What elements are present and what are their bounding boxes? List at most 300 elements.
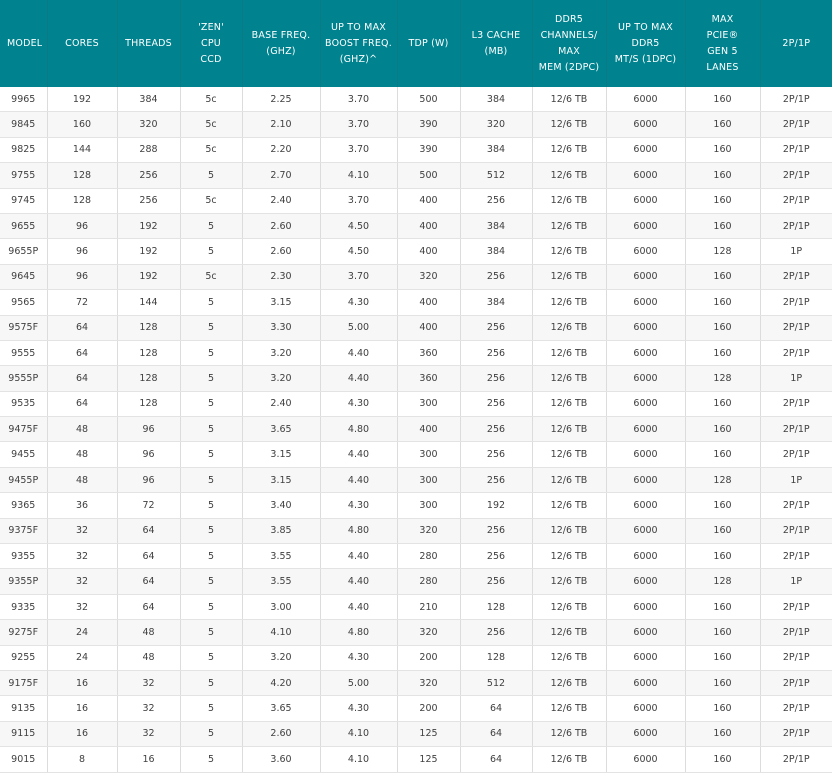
cell-socket: 2P/1P — [760, 112, 832, 137]
cell-ccd: 5 — [180, 696, 242, 721]
cell-l3-cache: 128 — [460, 645, 532, 670]
cell-l3-cache: 256 — [460, 315, 532, 340]
cell-model: 9255 — [0, 645, 47, 670]
cell-ddr5-mts: 6000 — [606, 391, 685, 416]
cell-model: 9565 — [0, 290, 47, 315]
cell-model: 9365 — [0, 493, 47, 518]
table-row — [0, 239, 832, 264]
cell-base-freq: 3.30 — [242, 315, 320, 340]
cell-ddr5-mts: 6000 — [606, 112, 685, 137]
cell-base-freq: 4.10 — [242, 620, 320, 645]
cell-l3-cache: 512 — [460, 670, 532, 695]
cell-ddr5-mts: 6000 — [606, 645, 685, 670]
table-row — [0, 721, 832, 746]
cell-boost-freq: 4.80 — [320, 620, 397, 645]
cell-ddr5-channels: 12/6 TB — [532, 493, 606, 518]
cell-ddr5-channels: 12/6 TB — [532, 366, 606, 391]
cell-boost-freq: 3.70 — [320, 87, 397, 112]
cell-tdp: 400 — [397, 239, 460, 264]
cell-threads: 64 — [117, 594, 180, 619]
cell-pcie-lanes: 160 — [685, 544, 760, 569]
cell-boost-freq: 4.40 — [320, 569, 397, 594]
cell-cores: 24 — [47, 645, 117, 670]
cell-threads: 256 — [117, 188, 180, 213]
cell-cores: 32 — [47, 544, 117, 569]
cell-tdp: 210 — [397, 594, 460, 619]
cell-model: 9745 — [0, 188, 47, 213]
cell-socket: 2P/1P — [760, 670, 832, 695]
header-ddr5-line: CHANNELS/ — [540, 29, 598, 41]
cell-socket: 2P/1P — [760, 213, 832, 238]
cell-model: 9755 — [0, 163, 47, 188]
cell-cores: 64 — [47, 315, 117, 340]
cell-cores: 24 — [47, 620, 117, 645]
cell-ccd: 5 — [180, 620, 242, 645]
cell-ccd: 5 — [180, 366, 242, 391]
cell-boost-freq: 4.40 — [320, 544, 397, 569]
cell-base-freq: 3.00 — [242, 594, 320, 619]
cell-boost-freq: 4.10 — [320, 747, 397, 772]
cell-model: 9375F — [0, 518, 47, 543]
cell-ddr5-channels: 12/6 TB — [532, 87, 606, 112]
cell-ddr5-mts: 6000 — [606, 696, 685, 721]
cell-model: 9275F — [0, 620, 47, 645]
cell-base-freq: 3.20 — [242, 645, 320, 670]
cell-socket: 1P — [760, 467, 832, 492]
cell-cores: 160 — [47, 112, 117, 137]
cell-l3-cache: 64 — [460, 721, 532, 746]
header-ddr5-mts — [606, 0, 685, 87]
cell-ccd: 5c — [180, 87, 242, 112]
cell-cores: 36 — [47, 493, 117, 518]
cell-l3-cache: 256 — [460, 366, 532, 391]
cell-base-freq: 3.40 — [242, 493, 320, 518]
cell-socket: 2P/1P — [760, 645, 832, 670]
cell-ddr5-mts: 6000 — [606, 290, 685, 315]
cell-ddr5-channels: 12/6 TB — [532, 163, 606, 188]
cell-tdp: 320 — [397, 620, 460, 645]
cell-base-freq: 2.60 — [242, 239, 320, 264]
cell-threads: 64 — [117, 569, 180, 594]
cell-l3-cache: 256 — [460, 188, 532, 213]
cell-l3-cache: 256 — [460, 264, 532, 289]
cell-ddr5-channels: 12/6 TB — [532, 594, 606, 619]
table-row — [0, 188, 832, 213]
table-row — [0, 594, 832, 619]
cell-l3-cache: 384 — [460, 290, 532, 315]
cell-socket: 2P/1P — [760, 417, 832, 442]
header-ddr5-channels — [532, 0, 606, 87]
cell-base-freq: 3.20 — [242, 340, 320, 365]
cell-pcie-lanes: 160 — [685, 137, 760, 162]
cell-cores: 48 — [47, 417, 117, 442]
cell-l3-cache: 256 — [460, 391, 532, 416]
header-row — [0, 0, 832, 87]
cell-ddr5-channels: 12/6 TB — [532, 747, 606, 772]
header-pcie-line: PCIE® — [706, 29, 739, 41]
cell-base-freq: 3.60 — [242, 747, 320, 772]
table-row — [0, 391, 832, 416]
header-ddr5-line: MEM (2DPC) — [538, 61, 600, 73]
header-pcie-line: LANES — [706, 61, 739, 73]
cell-ddr5-channels: 12/6 TB — [532, 213, 606, 238]
cell-pcie-lanes: 160 — [685, 645, 760, 670]
header-boost-freq-line: UP TO MAX — [330, 21, 386, 33]
cell-l3-cache: 256 — [460, 442, 532, 467]
cell-boost-freq: 4.50 — [320, 213, 397, 238]
cell-pcie-lanes: 160 — [685, 747, 760, 772]
cell-ccd: 5 — [180, 340, 242, 365]
cell-cores: 144 — [47, 137, 117, 162]
cell-pcie-lanes: 160 — [685, 315, 760, 340]
cell-l3-cache: 256 — [460, 340, 532, 365]
cell-base-freq: 4.20 — [242, 670, 320, 695]
cell-l3-cache: 192 — [460, 493, 532, 518]
cell-ddr5-channels: 12/6 TB — [532, 264, 606, 289]
cell-socket: 2P/1P — [760, 188, 832, 213]
cell-socket: 2P/1P — [760, 518, 832, 543]
cell-ccd: 5 — [180, 645, 242, 670]
header-base-freq-line: (GHZ) — [266, 45, 296, 57]
cell-ddr5-channels: 12/6 TB — [532, 569, 606, 594]
cell-model: 9535 — [0, 391, 47, 416]
cell-cores: 32 — [47, 569, 117, 594]
header-model: MODEL — [0, 0, 47, 87]
cell-model: 9965 — [0, 87, 47, 112]
cell-cores: 96 — [47, 213, 117, 238]
cell-boost-freq: 5.00 — [320, 315, 397, 340]
cell-cores: 48 — [47, 442, 117, 467]
cell-threads: 320 — [117, 112, 180, 137]
cell-base-freq: 2.40 — [242, 188, 320, 213]
cell-ddr5-channels: 12/6 TB — [532, 290, 606, 315]
table-body — [0, 87, 832, 772]
cell-threads: 64 — [117, 544, 180, 569]
cell-ddr5-mts: 6000 — [606, 163, 685, 188]
cell-pcie-lanes: 160 — [685, 620, 760, 645]
cell-cores: 128 — [47, 188, 117, 213]
cell-tdp: 400 — [397, 417, 460, 442]
cell-cores: 192 — [47, 87, 117, 112]
cell-pcie-lanes: 160 — [685, 518, 760, 543]
cell-base-freq: 3.15 — [242, 442, 320, 467]
table-row — [0, 544, 832, 569]
cell-threads: 48 — [117, 645, 180, 670]
cell-ddr5-mts: 6000 — [606, 340, 685, 365]
cell-l3-cache: 64 — [460, 747, 532, 772]
cell-socket: 2P/1P — [760, 87, 832, 112]
cell-pcie-lanes: 160 — [685, 163, 760, 188]
cell-cores: 16 — [47, 696, 117, 721]
cell-pcie-lanes: 160 — [685, 264, 760, 289]
cell-pcie-lanes: 160 — [685, 721, 760, 746]
cell-l3-cache: 320 — [460, 112, 532, 137]
cell-model: 9115 — [0, 721, 47, 746]
cell-ddr5-channels: 12/6 TB — [532, 721, 606, 746]
cell-boost-freq: 4.40 — [320, 442, 397, 467]
cell-boost-freq: 3.70 — [320, 137, 397, 162]
cell-l3-cache: 256 — [460, 518, 532, 543]
cell-ddr5-channels: 12/6 TB — [532, 518, 606, 543]
cell-threads: 288 — [117, 137, 180, 162]
table-row — [0, 670, 832, 695]
cell-l3-cache: 64 — [460, 696, 532, 721]
cell-model: 9335 — [0, 594, 47, 619]
header-base-freq-line: BASE FREQ. — [251, 29, 311, 41]
table-row — [0, 264, 832, 289]
cell-boost-freq: 4.30 — [320, 391, 397, 416]
cell-threads: 32 — [117, 721, 180, 746]
cell-base-freq: 2.70 — [242, 163, 320, 188]
cell-ccd: 5c — [180, 264, 242, 289]
cell-pcie-lanes: 160 — [685, 112, 760, 137]
cell-boost-freq: 4.10 — [320, 163, 397, 188]
cell-pcie-lanes: 160 — [685, 442, 760, 467]
cell-cores: 8 — [47, 747, 117, 772]
cell-boost-freq: 4.80 — [320, 518, 397, 543]
cell-ccd: 5 — [180, 442, 242, 467]
cell-ddr5-channels: 12/6 TB — [532, 670, 606, 695]
cell-boost-freq: 4.10 — [320, 721, 397, 746]
cell-ddr5-mts: 6000 — [606, 467, 685, 492]
cell-threads: 32 — [117, 670, 180, 695]
cell-boost-freq: 3.70 — [320, 264, 397, 289]
header-ddr5-line: MAX — [558, 45, 580, 57]
cell-base-freq: 2.40 — [242, 391, 320, 416]
cell-threads: 96 — [117, 467, 180, 492]
cell-boost-freq: 3.70 — [320, 188, 397, 213]
cell-cores: 32 — [47, 518, 117, 543]
table-row — [0, 340, 832, 365]
cell-ddr5-mts: 6000 — [606, 188, 685, 213]
cell-base-freq: 2.25 — [242, 87, 320, 112]
cell-tdp: 300 — [397, 442, 460, 467]
cell-threads: 128 — [117, 391, 180, 416]
cell-ddr5-channels: 12/6 TB — [532, 137, 606, 162]
header-ccd-line: CPU — [201, 37, 221, 49]
cell-ddr5-mts: 6000 — [606, 493, 685, 518]
cell-boost-freq: 4.30 — [320, 696, 397, 721]
cell-model: 9845 — [0, 112, 47, 137]
cell-ddr5-mts: 6000 — [606, 721, 685, 746]
cell-tdp: 500 — [397, 163, 460, 188]
cell-pcie-lanes: 160 — [685, 493, 760, 518]
cell-ccd: 5 — [180, 594, 242, 619]
header-tdp: TDP (W) — [397, 0, 460, 87]
cell-threads: 256 — [117, 163, 180, 188]
cell-ddr5-mts: 6000 — [606, 670, 685, 695]
table-row — [0, 467, 832, 492]
cell-boost-freq: 4.40 — [320, 366, 397, 391]
cell-ddr5-mts: 6000 — [606, 594, 685, 619]
cell-ccd: 5 — [180, 569, 242, 594]
cell-ccd: 5 — [180, 670, 242, 695]
header-l3-line: (MB) — [484, 45, 508, 57]
cell-pcie-lanes: 160 — [685, 213, 760, 238]
cell-ccd: 5 — [180, 213, 242, 238]
header-mts-line: MT/S (1DPC) — [614, 53, 677, 65]
cell-socket: 2P/1P — [760, 137, 832, 162]
cell-ddr5-channels: 12/6 TB — [532, 544, 606, 569]
cell-base-freq: 2.20 — [242, 137, 320, 162]
cell-socket: 2P/1P — [760, 620, 832, 645]
cell-ddr5-channels: 12/6 TB — [532, 391, 606, 416]
cell-cores: 96 — [47, 239, 117, 264]
cell-socket: 1P — [760, 569, 832, 594]
cell-tdp: 280 — [397, 544, 460, 569]
cell-model: 9455P — [0, 467, 47, 492]
cell-ccd: 5 — [180, 544, 242, 569]
cell-ddr5-channels: 12/6 TB — [532, 467, 606, 492]
cell-socket: 2P/1P — [760, 442, 832, 467]
cell-boost-freq: 3.70 — [320, 112, 397, 137]
cell-ddr5-mts: 6000 — [606, 544, 685, 569]
cell-socket: 2P/1P — [760, 163, 832, 188]
cell-tdp: 125 — [397, 721, 460, 746]
cell-ddr5-mts: 6000 — [606, 620, 685, 645]
cell-ddr5-channels: 12/6 TB — [532, 417, 606, 442]
cell-tdp: 320 — [397, 670, 460, 695]
header-l3-cache — [460, 0, 532, 87]
cell-socket: 2P/1P — [760, 594, 832, 619]
cell-l3-cache: 256 — [460, 569, 532, 594]
cell-socket: 1P — [760, 239, 832, 264]
cell-ccd: 5 — [180, 467, 242, 492]
cell-ccd: 5 — [180, 721, 242, 746]
cell-socket: 2P/1P — [760, 264, 832, 289]
table-row — [0, 213, 832, 238]
cell-ccd: 5 — [180, 239, 242, 264]
table-row — [0, 366, 832, 391]
cell-tdp: 400 — [397, 188, 460, 213]
header-pcie-line: GEN 5 — [707, 45, 738, 57]
cell-base-freq: 3.55 — [242, 544, 320, 569]
cell-boost-freq: 4.30 — [320, 290, 397, 315]
cell-pcie-lanes: 128 — [685, 569, 760, 594]
header-l3-line: L3 CACHE — [471, 29, 521, 41]
cell-socket: 2P/1P — [760, 721, 832, 746]
cell-socket: 2P/1P — [760, 340, 832, 365]
cell-base-freq: 3.15 — [242, 290, 320, 315]
cell-socket: 2P/1P — [760, 493, 832, 518]
cell-ccd: 5 — [180, 391, 242, 416]
cell-ddr5-channels: 12/6 TB — [532, 239, 606, 264]
cell-cores: 64 — [47, 366, 117, 391]
cell-socket: 1P — [760, 366, 832, 391]
cell-base-freq: 3.55 — [242, 569, 320, 594]
cell-pcie-lanes: 128 — [685, 366, 760, 391]
cell-model: 9825 — [0, 137, 47, 162]
cell-tdp: 390 — [397, 137, 460, 162]
cell-ccd: 5c — [180, 112, 242, 137]
cell-pcie-lanes: 160 — [685, 188, 760, 213]
cell-ddr5-channels: 12/6 TB — [532, 442, 606, 467]
cell-socket: 2P/1P — [760, 391, 832, 416]
cell-ddr5-channels: 12/6 TB — [532, 620, 606, 645]
cell-cores: 16 — [47, 721, 117, 746]
cell-tdp: 390 — [397, 112, 460, 137]
cell-tdp: 300 — [397, 467, 460, 492]
header-ccd — [180, 0, 242, 87]
cell-pcie-lanes: 160 — [685, 696, 760, 721]
table-row — [0, 747, 832, 772]
header-boost-freq — [320, 0, 397, 87]
cell-model: 9645 — [0, 264, 47, 289]
table-row — [0, 87, 832, 112]
cell-tdp: 500 — [397, 87, 460, 112]
cell-threads: 64 — [117, 518, 180, 543]
cell-tdp: 320 — [397, 518, 460, 543]
cell-socket: 2P/1P — [760, 315, 832, 340]
cell-boost-freq: 4.50 — [320, 239, 397, 264]
cell-boost-freq: 4.30 — [320, 493, 397, 518]
cell-ddr5-mts: 6000 — [606, 442, 685, 467]
cell-boost-freq: 4.40 — [320, 467, 397, 492]
cell-tdp: 360 — [397, 366, 460, 391]
cell-threads: 128 — [117, 340, 180, 365]
cell-ddr5-channels: 12/6 TB — [532, 315, 606, 340]
table-row — [0, 290, 832, 315]
cell-ddr5-channels: 12/6 TB — [532, 112, 606, 137]
cell-model: 9575F — [0, 315, 47, 340]
cell-base-freq: 3.20 — [242, 366, 320, 391]
table-row — [0, 518, 832, 543]
cell-ccd: 5 — [180, 290, 242, 315]
cell-cores: 64 — [47, 340, 117, 365]
cell-tdp: 400 — [397, 315, 460, 340]
cell-model: 9015 — [0, 747, 47, 772]
header-mts-line: UP TO MAX — [617, 21, 673, 33]
cell-model: 9135 — [0, 696, 47, 721]
cell-ddr5-channels: 12/6 TB — [532, 645, 606, 670]
cell-ccd: 5 — [180, 417, 242, 442]
cell-l3-cache: 384 — [460, 239, 532, 264]
cell-threads: 192 — [117, 264, 180, 289]
table-row — [0, 442, 832, 467]
cell-ccd: 5 — [180, 493, 242, 518]
cell-pcie-lanes: 128 — [685, 239, 760, 264]
cell-tdp: 200 — [397, 696, 460, 721]
cell-pcie-lanes: 128 — [685, 467, 760, 492]
cell-pcie-lanes: 160 — [685, 87, 760, 112]
cell-model: 9175F — [0, 670, 47, 695]
cell-cores: 16 — [47, 670, 117, 695]
cell-ccd: 5 — [180, 315, 242, 340]
cell-base-freq: 3.65 — [242, 417, 320, 442]
cell-ddr5-channels: 12/6 TB — [532, 340, 606, 365]
header-boost-freq-line: BOOST FREQ. — [325, 37, 392, 49]
cell-ddr5-mts: 6000 — [606, 137, 685, 162]
cell-ddr5-mts: 6000 — [606, 518, 685, 543]
table-row — [0, 112, 832, 137]
cell-tdp: 200 — [397, 645, 460, 670]
cell-threads: 192 — [117, 239, 180, 264]
cell-threads: 96 — [117, 417, 180, 442]
cell-ddr5-channels: 12/6 TB — [532, 188, 606, 213]
table-row — [0, 620, 832, 645]
cell-socket: 2P/1P — [760, 696, 832, 721]
cell-threads: 16 — [117, 747, 180, 772]
header-cores: CORES — [47, 0, 117, 87]
cell-base-freq: 2.60 — [242, 721, 320, 746]
table-row — [0, 417, 832, 442]
cell-tdp: 400 — [397, 290, 460, 315]
header-threads: THREADS — [117, 0, 180, 87]
cell-base-freq: 3.65 — [242, 696, 320, 721]
cell-tdp: 360 — [397, 340, 460, 365]
cell-pcie-lanes: 160 — [685, 340, 760, 365]
cell-threads: 32 — [117, 696, 180, 721]
